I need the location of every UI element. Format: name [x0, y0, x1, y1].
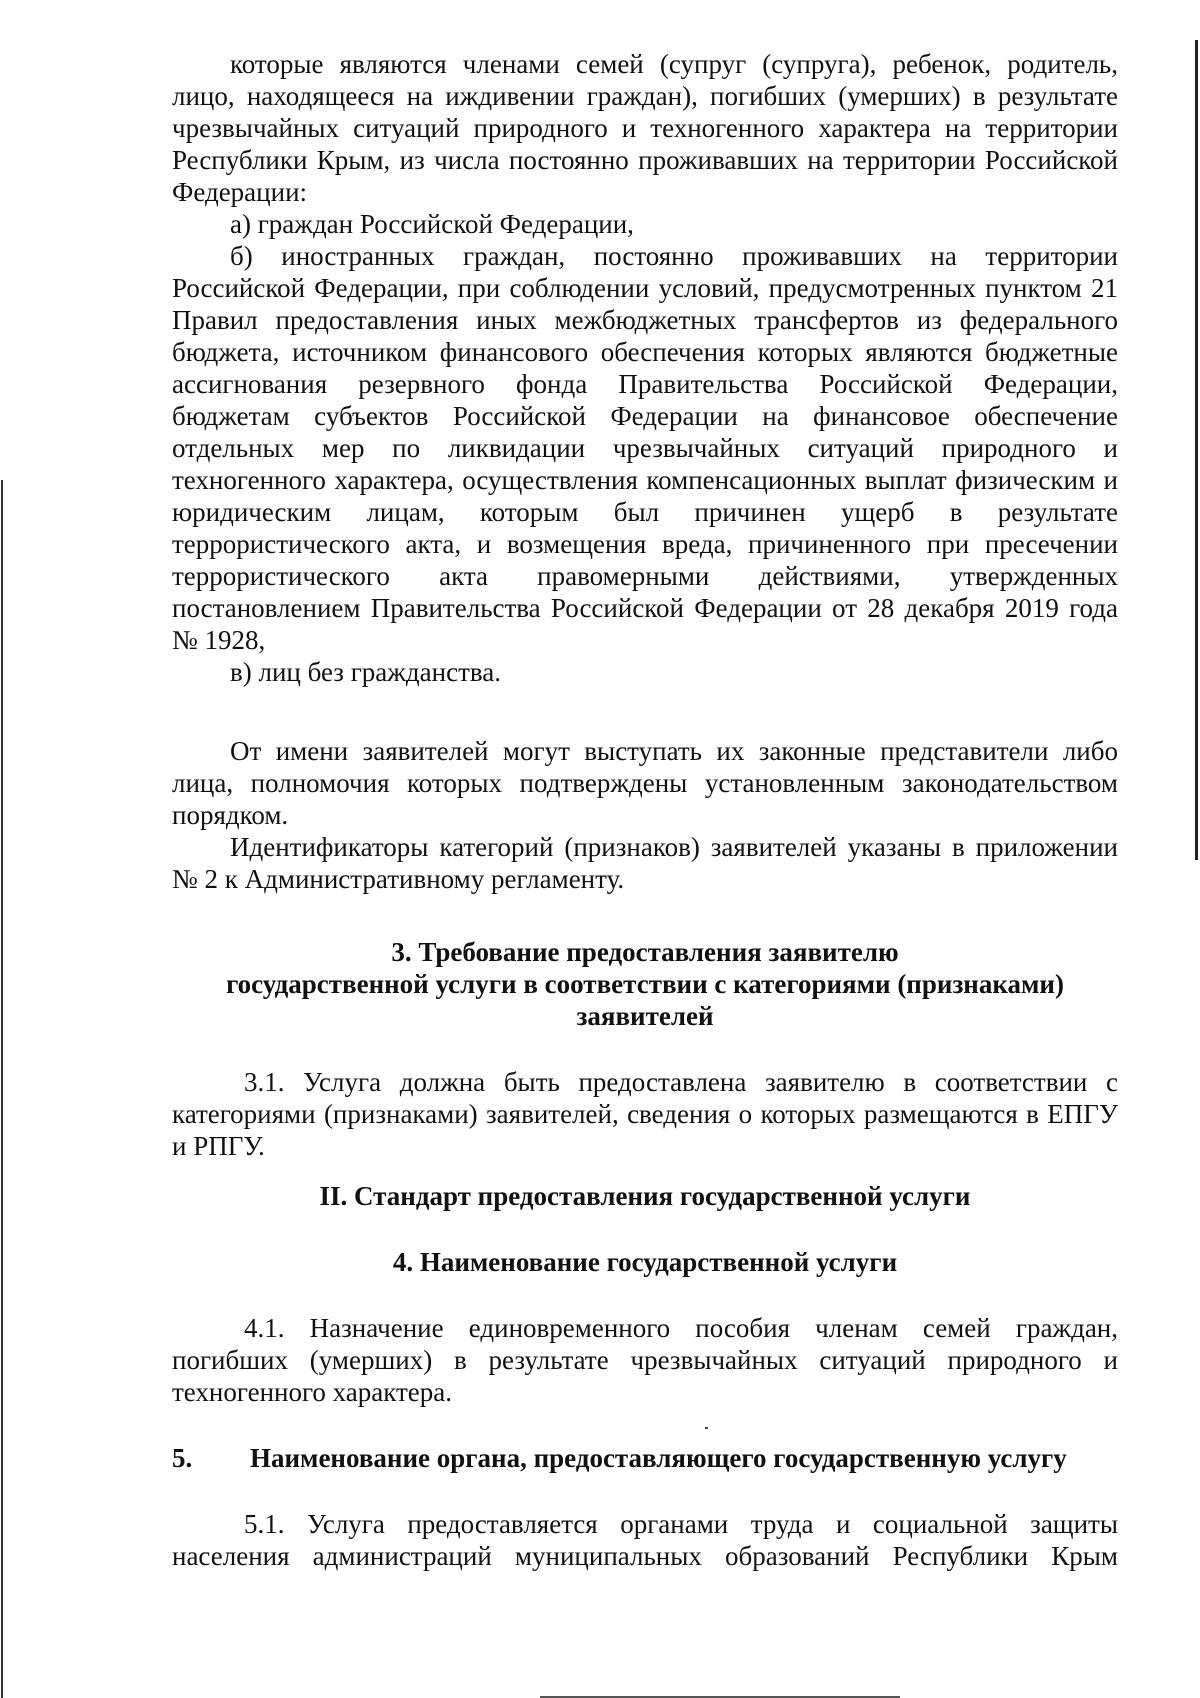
list-item-v: в) лиц без гражданства. [230, 657, 502, 687]
section-5-heading: Наименование органа, предоставляющего государственную услугу [250, 1443, 1067, 1473]
paragraph-identifiers: Идентификаторы категорий (признаков) заявителей указаны в приложении № 2 к Административному регламенту. [172, 832, 1118, 894]
list-item-a: а) граждан Российской Федерации, [230, 209, 634, 239]
section-5-heading-row [172, 1442, 1118, 1474]
representatives-block [172, 735, 1118, 895]
section-3-heading-line-2: государственной услуги в соответствии с категориями (признаками) [226, 969, 1064, 999]
section-3 [172, 936, 1118, 1032]
part-2-heading: II. Стандарт предоставления государственной услуги [319, 1181, 971, 1211]
section-5 [172, 1442, 1118, 1474]
section-4-body [172, 1312, 1118, 1408]
paragraph-4-1: 4.1. Назначение единовременного пособия членам семей граждан, погибших (умерших) в результате чрезвычайных ситуаций природного и техногенного характера. [172, 1313, 1118, 1407]
part-2 [172, 1180, 1118, 1212]
scan-speck [705, 1427, 708, 1429]
section-4-heading: 4. Наименование государственной услуги [392, 1247, 898, 1277]
section-5-body [172, 1508, 1118, 1572]
section-3-heading-line-3: заявителей [576, 1001, 714, 1031]
applicants-list [172, 48, 1118, 688]
scan-edge-left [1, 480, 3, 1698]
section-3-body [172, 1066, 1118, 1162]
list-item-b: б) иностранных граждан, постоянно проживавших на территории Российской Федерации, при соблюдении условий, предусмотренных пунктом 21 Правил предоставления иных межбюджетных трансфертов из федерального бюджета, источником финансового обеспечения которых являются бюджетные ассигнования резервного фонда Правительства Российской Федерации, бюджетам субъектов Российской Федерации на финансовое обеспечение отдельных мер по ликвидации чрезвычайных ситуаций природного и техногенного характера, осуществления компенсационных выплат физическим и юридическим лицам, которым был причинен ущерб в результате террористического акта, и возмещения вреда, причиненного при пресечении террористического акта правомерными действиями, утвержденных постановлением Правительства Российской Федерации от 28 декабря 2019 года № 1928, [172, 241, 1118, 655]
scan-edge-right [1195, 40, 1198, 860]
section-5-number: 5. [172, 1443, 193, 1473]
section-3-heading-line-1: 3. Требование предоставления заявителю [391, 937, 899, 967]
section-4 [172, 1246, 1118, 1278]
paragraph-3-1: 3.1. Услуга должна быть предоставлена заявителю в соответствии с категориями (признаками) заявителей, сведения о которых размещаются в ЕПГУ и РПГУ. [172, 1067, 1118, 1161]
paragraph-5-1: 5.1. Услуга предоставляется органами труда и социальной защиты населения администраций муниципальных образований Республики Крым [172, 1509, 1118, 1571]
paragraph-representatives: От имени заявителей могут выступать их законные представители либо лица, полномочия которых подтверждены установленным законодательством порядком. [172, 736, 1118, 830]
paragraph-family-members: которые являются членами семей (супруг (супруга), ребенок, родитель, лицо, находящееся на иждивении граждан), погибших (умерших) в результате чрезвычайных ситуаций природного и техногенного характера на территории Республики Крым, из числа постоянно проживавших на территории Российской Федерации: [172, 49, 1118, 207]
